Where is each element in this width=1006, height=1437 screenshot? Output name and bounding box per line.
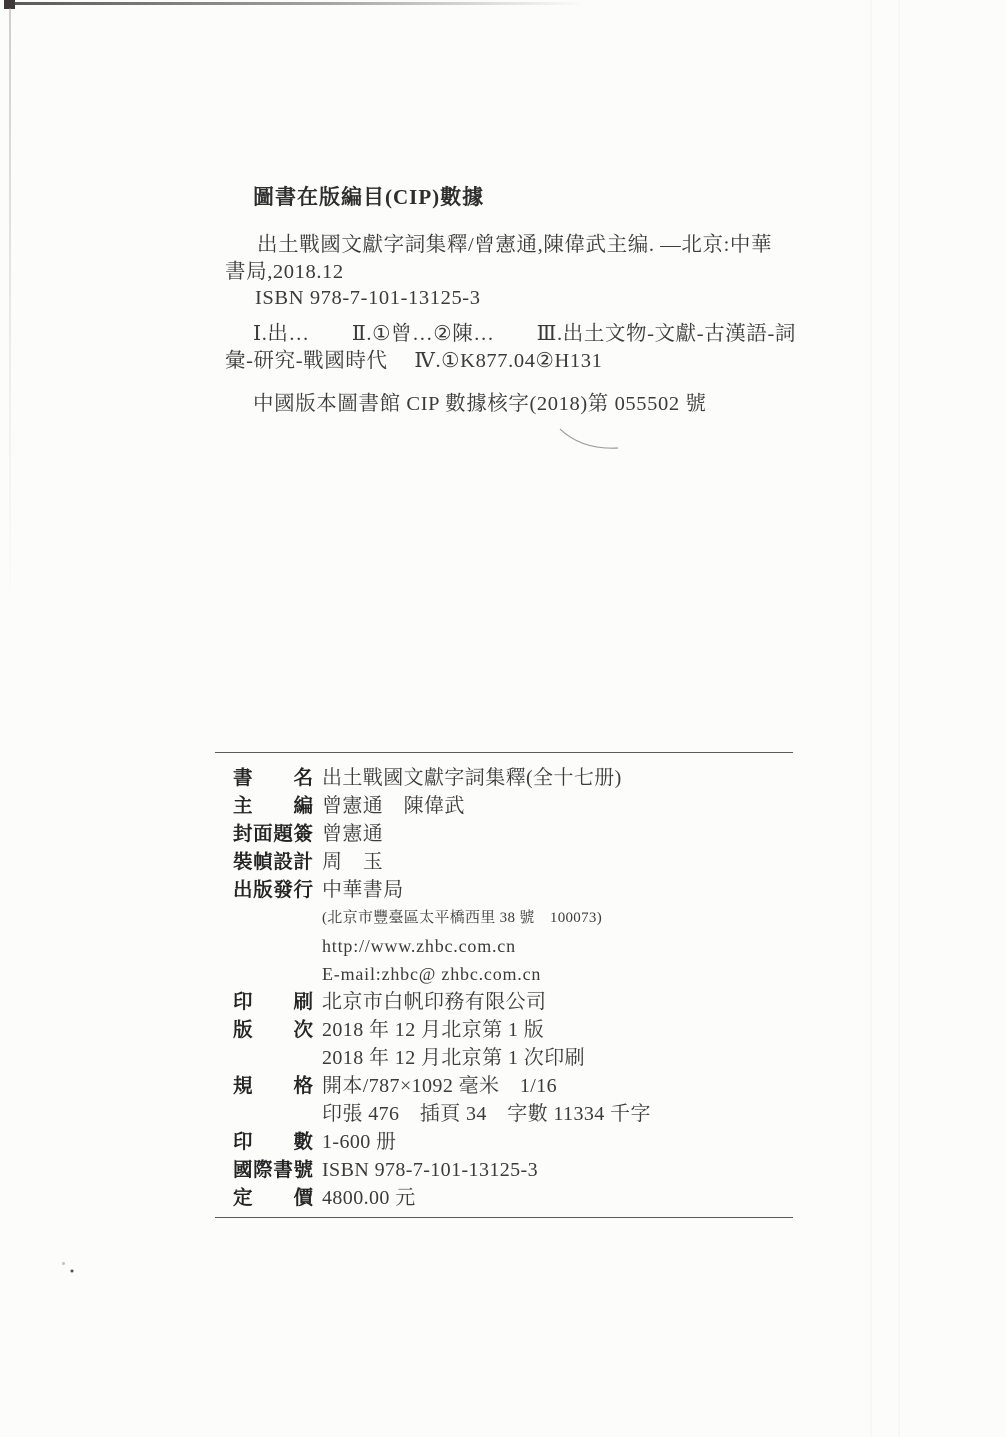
row-cover-inscription	[215, 820, 793, 848]
cip-isbn-line: ISBN 978-7-101-13125-3	[255, 287, 481, 309]
row-sheets-pages-words	[215, 1100, 793, 1128]
field-label: 規格	[233, 1075, 313, 1097]
row-book-title	[215, 764, 793, 792]
field-value: 曾憲通 陳偉武	[322, 795, 465, 817]
field-label: 主編	[233, 795, 313, 817]
field-value: 印張 476 插頁 34 字數 11334 千字	[322, 1103, 651, 1125]
field-value: (北京市豐臺區太平橋西里 38 號 100073)	[322, 910, 602, 926]
field-value: 2018 年 12 月北京第 1 版	[322, 1019, 545, 1041]
cip-record-line-1: 出土戰國文獻字詞集釋/曾憲通,陳偉武主编. —北京:中華	[257, 234, 773, 256]
field-value: 中華書局	[322, 879, 404, 901]
paper-crease	[898, 0, 900, 1437]
field-value: http://www.zhbc.com.cn	[322, 936, 516, 956]
row-publisher	[215, 876, 793, 904]
paper-crease	[870, 0, 872, 1437]
scan-hair-artifact	[552, 424, 624, 456]
cip-record-line-2: 書局,2018.12	[225, 261, 344, 283]
field-label: 版次	[233, 1019, 313, 1041]
row-binding-design	[215, 848, 793, 876]
field-value: 2018 年 12 月北京第 1 次印刷	[322, 1047, 585, 1069]
field-value: 北京市白帆印務有限公司	[322, 991, 547, 1013]
row-printing	[215, 1044, 793, 1072]
field-value: 曾憲通	[322, 823, 384, 845]
row-print-run	[215, 1128, 793, 1156]
field-label: 印數	[233, 1131, 313, 1153]
field-label: 定價	[233, 1187, 313, 1209]
field-value: ISBN 978-7-101-13125-3	[322, 1159, 539, 1181]
field-value: 開本/787×1092 毫米 1/16	[322, 1075, 557, 1097]
field-label: 裝幀設計	[233, 851, 313, 873]
field-value: 1-600 册	[322, 1131, 397, 1153]
field-value: E-mail:zhbc@ zhbc.com.cn	[322, 964, 542, 984]
field-label: 國際書號	[233, 1159, 313, 1181]
row-publisher-url	[215, 932, 793, 960]
row-isbn	[215, 1156, 793, 1184]
row-format	[215, 1072, 793, 1100]
field-label: 印刷	[233, 991, 313, 1013]
cip-heading: 圖書在版編目(CIP)數據	[253, 185, 485, 209]
field-label: 封面題簽	[233, 823, 313, 845]
field-label: 出版發行	[233, 879, 313, 901]
scan-speck	[62, 1262, 65, 1265]
scan-speck	[70, 1269, 74, 1273]
row-price	[215, 1184, 793, 1212]
field-value: 出土戰國文獻字詞集釋(全十七册)	[322, 767, 622, 789]
cip-classification-line-2: 彙-研究-戰國時代 Ⅳ.①K877.04②H131	[225, 350, 603, 372]
row-printer	[215, 988, 793, 1016]
cip-classification-line-1: Ⅰ.出… Ⅱ.①曾…②陳… Ⅲ.出土文物-文獻-古漢語-詞	[253, 323, 797, 345]
row-publisher-address	[215, 904, 793, 932]
row-publisher-email	[215, 960, 793, 988]
field-value: 周 玉	[322, 851, 384, 873]
row-chief-editors	[215, 792, 793, 820]
row-edition	[215, 1016, 793, 1044]
field-label: 書名	[233, 767, 313, 789]
colophon	[215, 752, 793, 1218]
scan-top-edge-line	[10, 2, 585, 5]
scan-left-edge-line	[9, 8, 11, 608]
field-value: 4800.00 元	[322, 1187, 416, 1209]
cip-registry-number: 中國版本圖書館 CIP 數據核字(2018)第 055502 號	[253, 393, 707, 415]
